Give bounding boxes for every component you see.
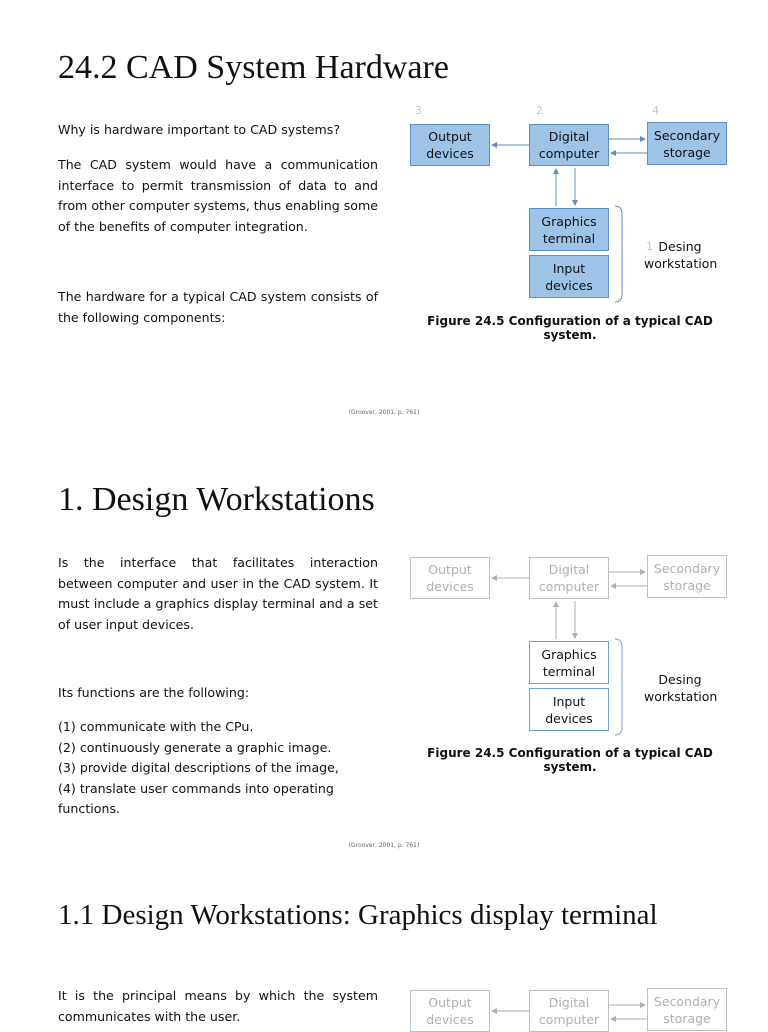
list-item: (4) translate user commands into operating functions.: [58, 780, 334, 816]
diagram-number: 4: [652, 104, 659, 117]
citation: (Groover, 2001, p. 761): [348, 842, 420, 849]
output-devices-box: Output devices: [410, 557, 490, 599]
input-devices-box: Input devices: [529, 688, 609, 731]
functions-intro: Its functions are the following:: [58, 685, 250, 700]
input-devices-box: Input devices: [529, 255, 609, 298]
output-devices-box: Output devices: [410, 990, 490, 1032]
paragraph: Is the interface that facilitates interaction between computer and user in the CAD system. It must include a graphics display terminal and a set of user input devices.: [58, 555, 378, 632]
list-item: (1) communicate with the CPu.: [58, 719, 254, 734]
slide-title: 1. Design Workstations: [58, 481, 375, 518]
citation: (Groover, 2001, p. 761): [348, 409, 420, 416]
digital-computer-box: Digital computer: [529, 990, 609, 1032]
secondary-storage-box: Secondary storage: [647, 988, 727, 1031]
list-item: (2) continuously generate a graphic image.: [58, 739, 332, 755]
slide-title: 1.1 Design Workstations: Graphics display terminal: [58, 899, 658, 931]
workstation-label: Desing workstation: [644, 239, 718, 271]
list-item: (3) provide digital descriptions of the image,: [58, 760, 339, 775]
secondary-storage-box: Secondary storage: [647, 555, 727, 598]
output-devices-box: Output devices: [410, 124, 490, 166]
graphics-terminal-box: Graphics terminal: [529, 641, 609, 684]
diagram-number: 3: [415, 104, 422, 117]
question-text: Why is hardware important to CAD systems?: [58, 122, 341, 137]
digital-computer-box: Digital computer: [529, 124, 609, 166]
slide-title: 24.2 CAD System Hardware: [58, 49, 449, 86]
diagram-number: 2: [536, 104, 543, 117]
diagram-number: 1: [646, 240, 653, 253]
paragraph: The hardware for a typical CAD system consists of the following components:: [58, 289, 378, 325]
workstation-label: Desing workstation: [644, 672, 718, 704]
figure-caption: Figure 24.5 Configuration of a typical CAD system.: [427, 746, 713, 774]
paragraph: The CAD system would have a communication interface to permit transmission of data to and from other computer systems, thus enabling some of the benefits of computer integration.: [58, 157, 378, 234]
digital-computer-box: Digital computer: [529, 557, 609, 599]
figure-caption: Figure 24.5 Configuration of a typical CAD system.: [427, 314, 713, 342]
paragraph: It is the principal means by which the system communicates with the user.: [58, 988, 378, 1024]
graphics-terminal-box: Graphics terminal: [529, 208, 609, 251]
secondary-storage-box: Secondary storage: [647, 122, 727, 165]
